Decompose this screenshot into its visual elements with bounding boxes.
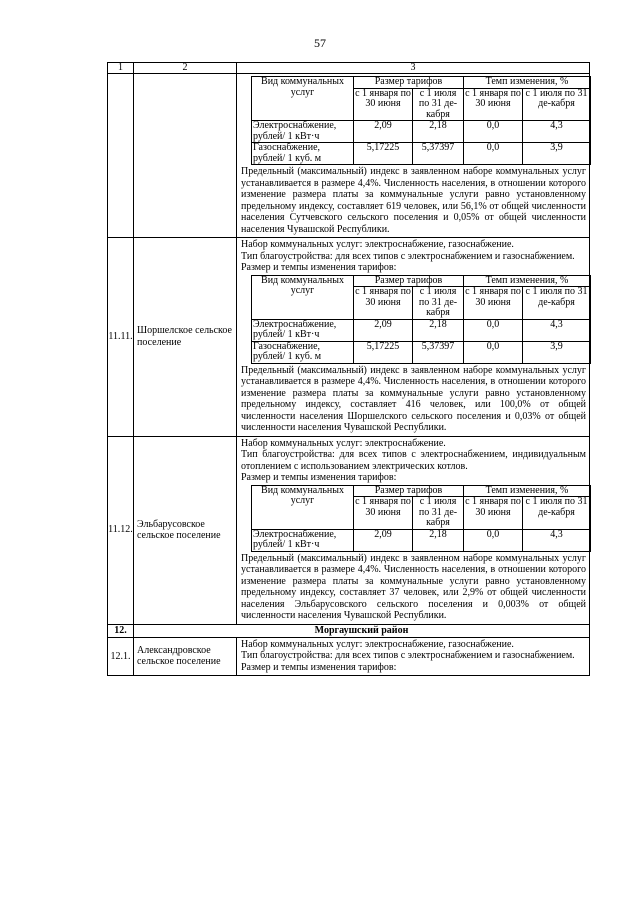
th-temp: Темп изменения, %: [464, 77, 591, 89]
th-jul: с 1 июля по 31 де-кабря: [523, 88, 591, 121]
tariff-size-caption: Размер и темпы изменения тарифов:: [241, 472, 397, 483]
col-header-1: 1: [108, 63, 134, 74]
tariff-size-caption: Размер и темпы изменения тарифов:: [241, 262, 397, 273]
th-razmer: Размер тарифов: [354, 77, 464, 89]
row-12-1: [108, 637, 590, 676]
th-jan: с 1 января по 30 июня: [464, 497, 523, 530]
tariff-value: 3,9: [523, 341, 591, 363]
tariff-value: 0,0: [464, 529, 523, 551]
services-set: Набор коммунальных услуг: электроснабжение.: [241, 437, 446, 449]
index-paragraph: Предельный (максимальный) индекс в заявленном наборе коммунальных услуг устанавливается в размере 4,4%. Численность населения, в отношении которого изменение размера платы за коммунальные услуги равно установленному предельному индексу, составляет 416 человек, или 100,0% от общей численности населения Шоршелского сельского поселения и 0,03% от общей численности населения Чувашской Республики.: [241, 364, 586, 433]
th-jul: с 1 июля по 31 де-кабря: [413, 497, 464, 530]
tariff-value: 2,18: [413, 529, 464, 551]
tariff-value: 5,37397: [413, 341, 464, 363]
tariff-value: 2,09: [354, 121, 413, 143]
tariff-value: 4,3: [523, 319, 591, 341]
tariff-value: 4,3: [523, 529, 591, 551]
tariff-value: 0,0: [464, 319, 523, 341]
row-number: 11.11.: [108, 238, 134, 437]
index-paragraph: Предельный (максимальный) индекс в заявленном наборе коммунальных услуг устанавливается в размере 4,4%. Численность населения, в отношении которого изменение размера платы за коммунальные услуги равно установленному предельному индексу, составляет 37 человек, или 2,9% от общей численности населения Эльбарусовского сельского поселения и 0,003% от общей численности населения Чувашской Республики.: [241, 552, 586, 621]
tariff-table: [251, 485, 591, 552]
col-header-3: 3: [237, 63, 590, 74]
service-label: Электроснабжение, рублей/ 1 кВт·ч: [252, 529, 354, 551]
improvement-type: Тип благоустройства: для всех типов с электроснабжением, индивидуальным отоплением с использованием электрических котлов.: [241, 449, 586, 472]
page-number: 57: [314, 36, 326, 50]
index-paragraph: Предельный (максимальный) индекс в заявленном наборе коммунальных услуг устанавливается в размере 4,4%. Численность населения, в отношении которого изменение размера платы за коммунальные услуги равно установленному предельному индексу, составляет 619 человек, или 56,1% от общей численности населения Сутчевского сельского поселения и 0,05% от общей численности населения Чувашской Республики.: [241, 166, 586, 235]
th-vid: Вид коммунальных услуг: [252, 77, 354, 121]
service-label: Электроснабжение, рублей/ 1 кВт·ч: [252, 319, 354, 341]
tariff-size-caption: Размер и темпы изменения тарифов:: [241, 661, 397, 673]
tariff-value: 0,0: [464, 121, 523, 143]
th-jan: с 1 января по 30 июня: [464, 287, 523, 320]
improvement-type: Тип благоустройства: для всех типов с электроснабжением и газоснабжением.: [241, 650, 575, 661]
region-number: 12.: [108, 624, 134, 637]
tariff-value: 5,17225: [354, 143, 413, 165]
tariff-value: 3,9: [523, 143, 591, 165]
tariff-value: 2,18: [413, 121, 464, 143]
row-number: 12.1.: [108, 637, 134, 676]
settlement-name: Шоршелское сельское поселение: [134, 238, 237, 437]
tariff-row-gas: [252, 143, 591, 165]
col-header-2: 2: [134, 63, 237, 74]
tariff-table: [251, 275, 591, 364]
row-continuation: [108, 74, 590, 238]
th-vid: Вид коммунальных услуг: [252, 485, 354, 529]
th-razmer: Размер тарифов: [354, 275, 464, 287]
th-jul: с 1 июля по 31 де-кабря: [413, 88, 464, 121]
settlement-name: Эльбарусовское сельское поселение: [134, 436, 237, 624]
th-razmer: Размер тарифов: [354, 485, 464, 497]
tariff-value: 2,09: [354, 529, 413, 551]
th-jan: с 1 января по 30 июня: [354, 88, 413, 121]
th-jul: с 1 июля по 31 де-кабря: [523, 287, 591, 320]
row-11-11: [108, 238, 590, 437]
tariff-value: 5,17225: [354, 341, 413, 363]
tariff-value: 2,18: [413, 319, 464, 341]
row-number: 11.12.: [108, 436, 134, 624]
row-11-12: [108, 436, 590, 624]
tariff-value: 4,3: [523, 121, 591, 143]
th-temp: Темп изменения, %: [464, 275, 591, 287]
tariff-table: [251, 76, 591, 165]
th-jan: с 1 января по 30 июня: [354, 287, 413, 320]
tariff-value: 0,0: [464, 341, 523, 363]
column-header-row: [108, 63, 590, 74]
tariff-value: 0,0: [464, 143, 523, 165]
services-set: Набор коммунальных услуг: электроснабжение, газоснабжение.: [241, 239, 514, 250]
tariff-row-electricity: [252, 121, 591, 143]
settlement-name: Александровское сельское поселение: [134, 637, 237, 676]
improvement-type: Тип благоустройства: для всех типов с электроснабжением и газоснабжением.: [241, 250, 575, 262]
service-label: Газоснабжение, рублей/ 1 куб. м: [252, 143, 354, 165]
service-label: Электроснабжение, рублей/ 1 кВт·ч: [252, 121, 354, 143]
th-vid: Вид коммунальных услуг: [252, 275, 354, 319]
region-row-12: [108, 624, 590, 637]
service-label: Газоснабжение, рублей/ 1 куб. м: [252, 341, 354, 363]
services-set: Набор коммунальных услуг: электроснабжение, газоснабжение.: [241, 638, 514, 650]
th-jan: с 1 января по 30 июня: [354, 497, 413, 530]
tariff-row-electricity: [252, 319, 591, 341]
th-jan: с 1 января по 30 июня: [464, 88, 523, 121]
th-temp: Темп изменения, %: [464, 485, 591, 497]
tariff-row-electricity: [252, 529, 591, 551]
tariff-value: 5,37397: [413, 143, 464, 165]
th-jul: с 1 июля по 31 де-кабря: [413, 287, 464, 320]
tariff-value: 2,09: [354, 319, 413, 341]
region-name: Моргаушский район: [134, 624, 590, 637]
tariff-document-table: [107, 62, 590, 676]
th-jul: с 1 июля по 31 де-кабря: [523, 497, 591, 530]
tariff-row-gas: [252, 341, 591, 363]
